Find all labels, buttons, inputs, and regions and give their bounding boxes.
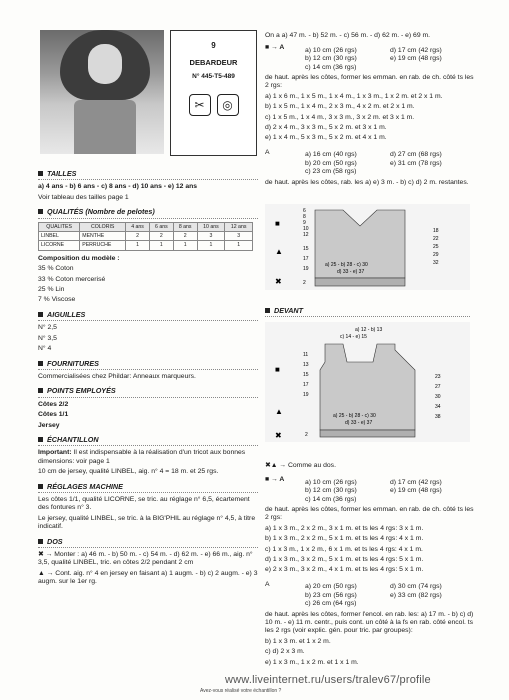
tailles-note: Voir tableau des tailles page 1 (38, 193, 129, 201)
instruction-row: e) 1 x 3 m., 1 x 2 m. et 1 x 1 m. (265, 658, 359, 666)
yarn-icon: ◎ (217, 94, 239, 116)
dim-label: 25 (433, 244, 439, 250)
dim-label: 19 (303, 266, 309, 272)
table-cell: 1 (149, 241, 173, 250)
knitting-needles-icon: ✂ (189, 94, 211, 116)
value-item: c) 23 cm (58 rgs) (305, 168, 357, 176)
dim-label: 38 (435, 414, 441, 420)
block-label: A (265, 580, 270, 588)
dim-label: c) 14 - e) 15 (340, 334, 367, 340)
value-item: d) 27 cm (68 rgs) (390, 151, 442, 159)
reglages-text: Le jersey, qualité LINBEL, se tric. à la BIG'PHIL au réglage n° 4,5, à titre indicatif. (38, 514, 256, 531)
needle-item: N° 3,5 (38, 334, 57, 342)
table-cell: LINBEL (39, 232, 80, 241)
bullet-square-icon (38, 484, 43, 489)
photo-face (88, 44, 122, 84)
table-cell: 1 (126, 241, 150, 250)
instruction-text: de haut. après les côtes, former les emman. en rab. de ch. côté ts les 2 rgs: (265, 506, 474, 522)
value-item: d) 30 cm (74 rgs) (390, 583, 442, 591)
instruction-row: e) 2 x 3 m., 3 x 2 m., 4 x 1 m. et ts les 4 rgs: 5 x 1 m. (265, 566, 424, 574)
value-item: c) 14 cm (36 rgs) (305, 495, 357, 503)
value-grid (265, 580, 475, 608)
table-cell: 3 (225, 232, 253, 241)
dim-label: 10 (303, 226, 309, 232)
model-ref: N° 445-T5-489 (192, 73, 235, 80)
dim-label: a) 12 - b) 13 (355, 327, 383, 333)
block-arrow: ■ → A (265, 476, 285, 484)
dim-label: 32 (433, 260, 439, 266)
instruction-text: de haut. après les côtes, rab. les a) e) 3 m. - b) c) d) 2 m. restantes. (265, 178, 469, 186)
block-label: A (265, 148, 270, 156)
value-item: a) 20 cm (50 rgs) (305, 583, 357, 591)
table-header-cell: 8 ans (173, 222, 197, 231)
table-cell: PERRUCHE (80, 241, 126, 250)
section-devant: DEVANT (265, 306, 470, 317)
dim-label: 17 (303, 256, 309, 262)
table-cell: MENTHE (80, 232, 126, 241)
left-column (38, 164, 258, 589)
instruction-row: e) 1 x 4 m., 5 x 3 m., 5 x 2 m. et 4 x 1 m. (265, 134, 387, 142)
bullet-square-icon (38, 361, 43, 366)
dim-label: d) 33 - e) 37 (337, 269, 365, 275)
table-cell: 1 (225, 241, 253, 250)
table-cell: 2 (149, 232, 173, 241)
instruction-text: de haut. après les côtes, former les emman. en rab. de ch. côté ts les 2 rgs: (265, 74, 474, 90)
dim-label: 30 (435, 394, 441, 400)
model-number: 9 (211, 41, 216, 50)
value-grid (265, 148, 475, 176)
table-cell: 2 (173, 232, 197, 241)
bullet-square-icon (38, 209, 43, 214)
stitch-item: Côtes 2/2 (38, 400, 69, 408)
model-photo (40, 30, 164, 154)
value-item: e) 33 cm (82 rgs) (390, 591, 442, 599)
table-row (39, 232, 253, 241)
table-header-cell: 6 ans (149, 222, 173, 231)
dim-label: 13 (303, 362, 309, 368)
stitch-item: Jersey (38, 421, 60, 429)
section-dos: DOS (38, 538, 258, 548)
tailles-sizes: a) 4 ans - b) 6 ans - c) 8 ans - d) 10 ans - e) 12 ans (38, 183, 198, 191)
instruction-row: d) 1 x 3 m., 3 x 2 m., 5 x 1 m. et ts les 4 rgs: 5 x 1 m. (265, 556, 424, 564)
table-cell: 1 (197, 241, 225, 250)
table-header-cell: COLORIS (80, 222, 126, 231)
dos-text: ▲ → Cont. aig. n° 4 en jersey en faisant a) 1 augm. - b) c) 2 augm. - e) 3 augm. sur le 1er rg. (38, 569, 258, 586)
cross-marker-icon: ✖ (275, 431, 282, 440)
model-name: DEBARDEUR (189, 58, 238, 67)
value-item: a) 16 cm (40 rgs) (305, 151, 357, 159)
value-item: b) 12 cm (30 rgs) (305, 487, 357, 495)
value-item: e) 19 cm (48 rgs) (390, 55, 442, 63)
top-line: On a a) 47 m. - b) 52 m. - c) 56 m. - d) 62 m. - e) 69 m. (265, 32, 431, 39)
front-diagram (265, 322, 470, 442)
yarn-table-header (39, 222, 253, 231)
triangle-marker-icon: ▲ (275, 407, 283, 416)
bullet-square-icon (38, 388, 43, 393)
echantillon-text: Important: Il est indispensable à la réalisation d'un tricot aux bonnes dimensions: voir page 1 (38, 449, 246, 465)
dim-label: a) 25 - b) 28 - c) 30 (333, 413, 376, 419)
dim-label: d) 33 - e) 37 (345, 420, 373, 426)
table-cell: 1 (173, 241, 197, 250)
table-header-cell: 10 ans (197, 222, 225, 231)
dim-label: 18 (433, 228, 439, 234)
value-grid (265, 479, 475, 504)
dim-label: 15 (303, 246, 309, 252)
section-tailles: TAILLES (38, 170, 258, 180)
bullet-square-icon (265, 308, 270, 313)
dim-label: 2 (305, 432, 308, 438)
value-item: c) 26 cm (64 rgs) (305, 600, 357, 608)
fournitures-text: Commercialisées chez Phildar: Anneaux marqueurs. (38, 372, 196, 380)
composition-title: Composition du modèle : (38, 254, 120, 262)
dim-label: 11 (303, 352, 309, 358)
model-id-box (170, 30, 257, 156)
back-diagram-svg (265, 204, 470, 290)
cross-marker-icon: ✖ (275, 277, 282, 286)
section-echantillon: ÉCHANTILLON (38, 436, 258, 446)
square-marker-icon: ■ (275, 219, 280, 228)
dim-label: 12 (303, 232, 309, 238)
section-aiguilles: AIGUILLES (38, 311, 258, 321)
echantillon-gauge: 10 cm de jersey, qualité LINBEL, aig. n° 4 = 18 m. et 25 rgs. (38, 468, 219, 476)
triangle-marker-icon: ▲ (275, 247, 283, 256)
instruction-row: a) 1 x 6 m., 1 x 5 m., 1 x 4 m., 1 x 3 m., 1 x 2 m. et 2 x 1 m. (265, 92, 443, 100)
value-item: e) 31 cm (78 rgs) (390, 159, 442, 167)
instruction-row: c) 1 x 5 m., 1 x 4 m., 3 x 3 m., 3 x 2 m. et 3 x 1 m. (265, 113, 415, 121)
instruction-row: b) 1 x 5 m., 1 x 4 m., 2 x 3 m., 4 x 2 m. et 2 x 1 m. (265, 103, 415, 111)
dim-label: 23 (435, 374, 441, 380)
section-qualites: QUALITÉS (Nombre de pelotes) (38, 208, 258, 218)
instruction-row: b) 1 x 3 m., 2 x 2 m., 5 x 1 m. et ts les 4 rgs: 4 x 1 m. (265, 535, 424, 543)
bullet-square-icon (38, 539, 43, 544)
instruction-row: c) d) 2 x 3 m. (265, 648, 305, 656)
page-footer: Avez-vous réalisé votre échantillon ? (200, 688, 282, 694)
stitch-item: Côtes 1/1 (38, 411, 69, 419)
value-grid (265, 47, 475, 72)
composition-item: 35 % Coton (38, 265, 74, 273)
dim-label: 9 (303, 220, 306, 226)
dim-label: 15 (303, 372, 309, 378)
instruction-row: b) 1 x 3 m. et 1 x 2 m. (265, 637, 331, 645)
reglages-text: Les côtes 1/1, qualité LICORNE, se tric. au réglage n° 6,5, écartement des fontures n° 3. (38, 495, 250, 512)
back-diagram (265, 204, 470, 290)
dim-label: 19 (303, 392, 309, 398)
value-item: a) 10 cm (26 rgs) (305, 46, 357, 54)
composition-item: 33 % Coton mercerisé (38, 275, 106, 283)
dim-label: 2 (303, 280, 306, 286)
bullet-square-icon (38, 171, 43, 176)
right-column (265, 30, 475, 189)
square-marker-icon: ■ (275, 365, 280, 374)
table-cell: 2 (126, 232, 150, 241)
section-reglages: RÉGLAGES MACHINE (38, 483, 258, 493)
needle-item: N° 4 (38, 345, 52, 353)
block-arrow: ■ → A (265, 44, 285, 52)
instruction-row: a) 1 x 3 m., 2 x 2 m., 3 x 1 m. et ts les 4 rgs: 3 x 1 m. (265, 524, 424, 532)
watermark: www.liveinternet.ru/users/tralev67/profile (225, 674, 431, 686)
dim-label: a) 25 - b) 28 - c) 30 (325, 262, 368, 268)
value-item: e) 19 cm (48 rgs) (390, 487, 442, 495)
table-header-cell: 4 ans (126, 222, 150, 231)
composition-item: 25 % Lin (38, 286, 65, 294)
dim-label: 22 (433, 236, 439, 242)
front-diagram-svg (265, 322, 470, 442)
dim-label: 6 (303, 208, 306, 214)
instruction-row: d) 2 x 4 m., 3 x 3 m., 5 x 2 m. et 3 x 1 m. (265, 124, 387, 132)
dim-label: 29 (433, 252, 439, 258)
yarn-table (38, 222, 253, 251)
value-item: b) 23 cm (56 rgs) (305, 591, 357, 599)
table-header-cell: 12 ans (225, 222, 253, 231)
dim-label: 27 (435, 384, 441, 390)
instruction-text: de haut. après les côtes, former l'encol. en rab. les: a) 17 m. - b) c) d) 10 m. - e) 11 m. centr., puis cont. un côté à la fs en rab. côté encol. ts les 2 rgs (voir explic. gén. pour tric. par groupes): (265, 610, 474, 635)
value-item: d) 17 cm (42 rgs) (390, 46, 442, 54)
value-item: a) 10 cm (26 rgs) (305, 478, 357, 486)
bullet-square-icon (38, 312, 43, 317)
dim-label: 17 (303, 382, 309, 388)
section-points: POINTS EMPLOYÉS (38, 387, 258, 397)
composition-item: 7 % Viscose (38, 296, 76, 304)
instruction-row: c) 1 x 3 m., 1 x 2 m., 6 x 1 m. et ts les 4 rgs: 4 x 1 m. (265, 545, 423, 553)
value-item: b) 20 cm (50 rgs) (305, 159, 357, 167)
table-cell: LICORNE (39, 241, 80, 250)
right-column-lower (265, 460, 475, 669)
table-cell: 3 (197, 232, 225, 241)
dos-text: ✖ → Monter : a) 46 m. - b) 50 m. - c) 54 m. - d) 62 m. - e) 66 m., aig. n° 3,5, qualité LINBEL, tric. en côtes 2/2 pendant 2 cm (38, 551, 253, 567)
table-header-cell: QUALITES (39, 222, 80, 231)
dim-label: 34 (435, 404, 441, 410)
bullet-square-icon (38, 437, 43, 442)
section-fournitures: FOURNITURES (38, 360, 258, 370)
photo-top-garment (74, 100, 136, 154)
value-item: b) 12 cm (30 rgs) (305, 55, 357, 63)
table-row (39, 241, 253, 250)
value-item: d) 17 cm (42 rgs) (390, 478, 442, 486)
dim-label: 8 (303, 214, 306, 220)
comme-au-dos: ✖▲ → Comme au dos. (265, 462, 336, 469)
needle-item: N° 2,5 (38, 324, 57, 332)
value-item: c) 14 cm (36 rgs) (305, 63, 357, 71)
